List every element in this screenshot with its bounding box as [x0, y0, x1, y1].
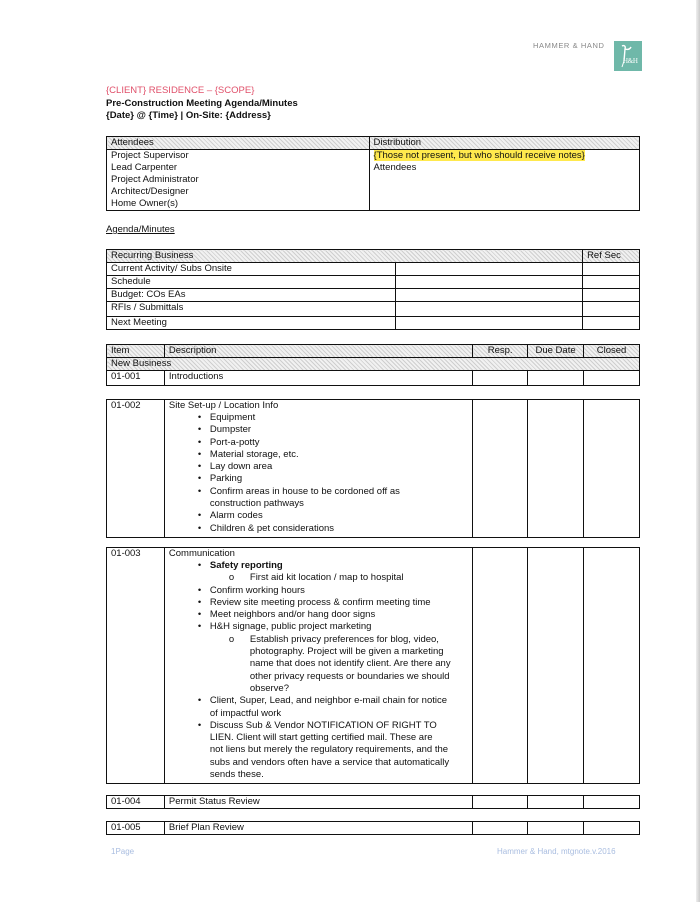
list-item: • Alarm codes — [197, 510, 263, 522]
item-id: 01-003 — [107, 548, 165, 784]
recurring-row: Next Meeting — [107, 317, 396, 330]
col-closed-header: Closed — [584, 345, 640, 358]
recurring-row: Schedule — [107, 276, 396, 289]
list-item: • Material storage, etc. — [197, 448, 299, 460]
document-title: Pre-Construction Meeting Agenda/Minutes — [106, 98, 298, 109]
item-description: Introductions — [164, 371, 472, 386]
list-item: • Safety reporting — [197, 560, 283, 571]
list-item: • Equipment — [197, 412, 256, 423]
ref-sec-header: Ref Sec — [583, 250, 640, 263]
attendees-header: Attendees — [107, 137, 370, 150]
attendee-item: Project Administrator — [111, 174, 199, 185]
list-item: • Client, Super, Lead, and neighbor e-mail chain for notice of impactful work — [197, 695, 448, 719]
item-id: 01-004 — [107, 796, 165, 809]
footer-note: Hammer & Hand, mtgnote.v.2016 — [497, 847, 616, 856]
item-id: 01-001 — [107, 371, 165, 386]
company-name: HAMMER & HAND — [533, 41, 605, 50]
list-item: • Discuss Sub & Vendor NOTIFICATION OF RIGHT TO LIEN. Client will start getting certified mail. These are not liens but merely the regulatory requirements, and the subs and vendors often have a service that automatically sends these. — [197, 719, 450, 781]
attendee-item: Lead Carpenter — [111, 162, 178, 173]
date-location-line: {Date} @ {Time} | On-Site: {Address} — [106, 110, 271, 121]
item-id: 01-002 — [107, 400, 165, 538]
list-item: • Meet neighbors and/or hang door signs — [197, 609, 376, 621]
list-item: • Dumpster — [197, 424, 252, 436]
item-description: Permit Status Review — [164, 796, 472, 809]
attendee-item: Home Owner(s) — [111, 198, 179, 209]
sub-list-item: o Establish privacy preferences for blog, video, photography. Project will be given a marketing name that does not identify client. Are there any other privacy requests or boundaries we should observe? — [228, 633, 451, 694]
recurring-business-table — [106, 249, 640, 330]
item-01-003-table — [106, 547, 640, 784]
item-title: Communication — [168, 548, 235, 559]
client-residence-line: {CLIENT} RESIDENCE – {SCOPE} — [106, 85, 255, 96]
list-item: • Confirm areas in house to be cordoned off as construction pathways — [197, 485, 400, 510]
distribution-header: Distribution — [369, 137, 639, 150]
item-id: 01-005 — [107, 822, 165, 835]
bullet-list — [169, 560, 469, 781]
attendee-item: Architect/Designer — [111, 186, 189, 197]
item-01-004-table — [106, 795, 640, 809]
heron-icon — [614, 41, 642, 71]
sub-list-item: o First aid kit location / map to hospital — [228, 572, 404, 584]
distribution-item: Attendees — [373, 162, 417, 173]
list-item: • H&H signage, public project marketing — [197, 621, 372, 633]
agenda-title: Agenda/Minutes — [106, 224, 175, 235]
recurring-row: RFIs / Submittals — [107, 302, 396, 317]
list-item: • Port-a-potty — [197, 436, 260, 448]
company-logo — [614, 41, 642, 71]
footer-page-number: 1Page — [111, 847, 135, 856]
item-01-005-table — [106, 821, 640, 835]
list-item: • Lay down area — [197, 461, 273, 473]
item-01-002-table — [106, 399, 640, 538]
item-description — [164, 400, 472, 538]
bullet-list — [169, 412, 468, 535]
attendee-item: Project Supervisor — [111, 150, 189, 161]
col-resp-header: Resp. — [473, 345, 528, 358]
items-table — [106, 344, 640, 386]
attendees-table — [106, 136, 640, 211]
list-item: • Review site meeting process & confirm meeting time — [197, 596, 431, 608]
item-description — [164, 548, 473, 784]
new-business-header: New Business — [107, 358, 640, 371]
distribution-note: {Those not present, but who should receive notes} — [373, 150, 585, 161]
item-title: Site Set-up / Location Info — [168, 400, 279, 411]
attendees-list — [107, 150, 370, 211]
recurring-header: Recurring Business — [107, 250, 583, 263]
recurring-row: Current Activity/ Subs Onsite — [107, 263, 396, 276]
list-item: • Children & pet considerations — [197, 522, 335, 534]
logo-text: H&H — [623, 57, 638, 65]
distribution-list — [369, 150, 639, 211]
item-description: Brief Plan Review — [164, 822, 472, 835]
list-item: • Parking — [197, 473, 243, 485]
col-item-header: Item — [107, 345, 165, 358]
list-item: • Confirm working hours — [197, 584, 305, 596]
col-description-header: Description — [164, 345, 472, 358]
recurring-row: Budget: COs EAs — [107, 289, 396, 302]
page-edge-shadow — [696, 0, 700, 902]
col-due-date-header: Due Date — [528, 345, 584, 358]
